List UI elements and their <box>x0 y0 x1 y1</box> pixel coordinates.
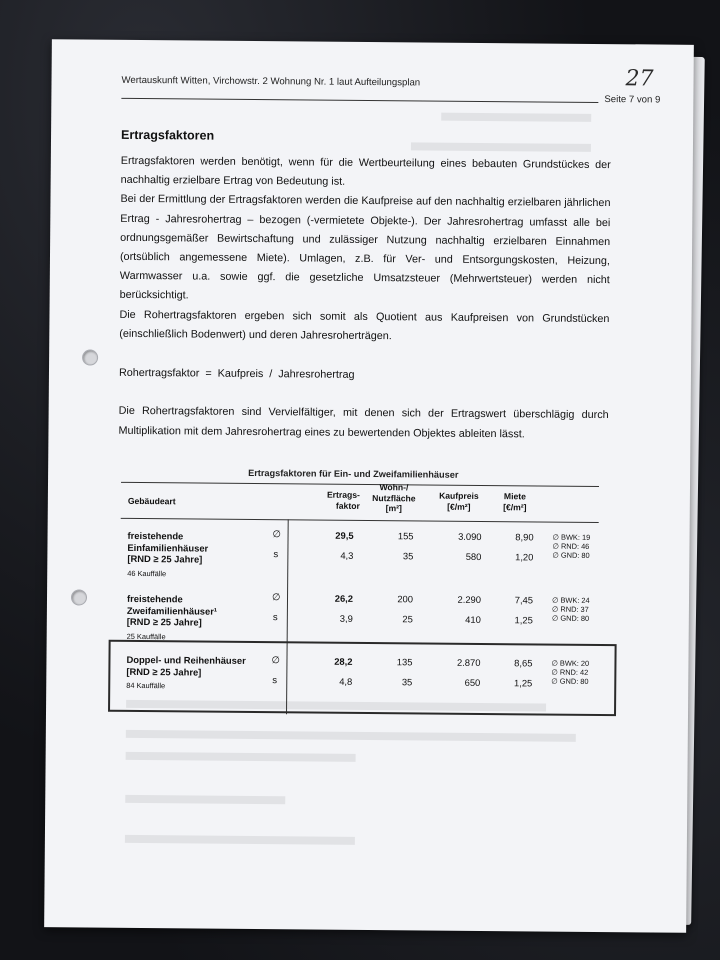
row-label: freistehende Einfamilienhäuser [RND ≥ 25 Jahre] <box>127 529 209 565</box>
header-price: Kaufpreis [€/m²] <box>439 490 479 512</box>
document-page <box>44 39 694 933</box>
mean-price: 2.290 <box>457 593 482 605</box>
mean-price: 3.090 <box>458 530 482 542</box>
sales-count: 25 Kauffälle <box>126 631 166 642</box>
note-bwk: ∅ BWK: 20 <box>551 658 590 668</box>
mean-symbol: ∅ <box>271 592 281 604</box>
sd-area: 35 <box>402 550 414 562</box>
mean-symbol: ∅ <box>271 655 280 667</box>
note-rnd: ∅ RND: 42 <box>551 667 589 678</box>
mean-factor: 26,2 <box>334 592 354 604</box>
notes <box>552 596 590 624</box>
sd-factor: 4,3 <box>340 549 354 561</box>
page-number: Seite 7 von 9 <box>604 94 661 106</box>
show-through <box>125 835 355 845</box>
sd-rent: 1,25 <box>514 614 533 626</box>
table-header-rule <box>121 518 599 523</box>
show-through <box>441 113 591 122</box>
note-rnd: ∅ RND: 37 <box>551 604 589 615</box>
body-text <box>119 152 611 348</box>
header-rent: Miete [€/m²] <box>503 491 527 512</box>
mean-rent: 8,65 <box>514 657 533 669</box>
notes <box>551 659 589 687</box>
sd-symbol: s <box>272 675 278 687</box>
highlight-box <box>108 640 617 716</box>
header-building-type: Gebäudeart <box>127 495 176 507</box>
mean-rent: 7,45 <box>514 594 534 606</box>
paragraph-after: Die Rohertragsfaktoren sind Vervielfältiger, mit denen sich der Ertragswert überschlägig durch Multiplikation mit dem Jahresrohertrag eines zu bewertenden Objektes ableiten lässt. <box>118 404 609 440</box>
note-gnd: ∅ GND: 80 <box>552 551 590 561</box>
notes <box>552 533 590 561</box>
sd-price: 580 <box>465 550 482 562</box>
table-top-rule <box>121 482 599 487</box>
header-factor: Ertrags- faktor <box>326 489 360 511</box>
note-bwk: ∅ BWK: 24 <box>551 595 590 605</box>
punch-hole-top <box>82 349 98 365</box>
note-gnd: ∅ GND: 80 <box>551 614 590 624</box>
note-bwk: ∅ BWK: 19 <box>552 532 591 542</box>
sd-area: 25 <box>402 613 413 625</box>
sales-count: 46 Kauffälle <box>127 568 167 579</box>
header-title: Wertauskunft Witten, Virchowstr. 2 Wohnung Nr. 1 laut Aufteilungsplan <box>121 74 421 89</box>
header-area: Wohn-/ Nutzfläche [m²] <box>372 482 416 514</box>
mean-rent: 8,90 <box>515 531 534 543</box>
paragraph-3: Die Rohertragsfaktoren ergeben sich somit als Quotient aus Kaufpreisen von Grundstücken (einschließlich Bodenwert) und deren Jahresroherträgen. <box>119 308 610 343</box>
mean-factor: 29,5 <box>335 529 354 541</box>
sd-price: 410 <box>465 613 481 625</box>
sd-factor: 3,9 <box>339 612 353 624</box>
mean-symbol: ∅ <box>272 529 281 541</box>
note-gnd: ∅ GND: 80 <box>551 677 589 687</box>
handwritten-page-number: 27 <box>625 66 654 92</box>
sd-area: 35 <box>401 676 413 688</box>
row-label: freistehende Zweifamilienhäuser¹ [RND ≥ 25 Jahre] <box>126 592 218 628</box>
mean-area: 135 <box>396 656 413 668</box>
mean-area: 155 <box>397 530 414 542</box>
sales-count: 84 Kauffälle <box>126 680 166 691</box>
paragraph-1: Ertragsfaktoren werden benötigt, wenn für die Wertbeurteilung eines bebauten Grundstückes der nachhaltig erzielbare Ertrag von Bedeutung ist. <box>120 154 611 188</box>
sd-factor: 4,8 <box>339 675 353 687</box>
show-through <box>411 142 591 152</box>
note-rnd: ∅ RND: 46 <box>552 541 590 552</box>
show-through <box>126 730 576 742</box>
paragraph-2: Bei der Ermittlung der Ertragsfaktoren werden die Kaufpreise auf den nachhaltig erzielbaren jährlichen Ertrag - Jahresrohertrag – bezogen (-vermietete Objekte-). Der Jahresrohertrag umfasst alle bei ordnungsgemäßer Bewirtschaftung und zulässiger Nutzung nachhaltig erzielbaren Einnahmen (ortsüblich angemessene Miete). Umlagen, z.B. für Ver- und Entsorgungskosten, Heizung, Warmwasser u.a. sowie ggf. die gesetzliche Umsatzsteuer (Mehrwertsteuer) werden nicht berücksichtigt. <box>119 193 611 302</box>
section-title: Ertragsfaktoren <box>120 127 215 143</box>
show-through <box>125 795 285 804</box>
row-label: Doppel- und Reihenhäuser [RND ≥ 25 Jahre] <box>126 653 246 678</box>
table-title: Ertragsfaktoren für Ein- und Zweifamilienhäuser <box>248 467 459 480</box>
mean-area: 200 <box>397 593 414 605</box>
sd-rent: 1,25 <box>513 677 533 689</box>
punch-hole-bottom <box>71 589 87 605</box>
sd-symbol: s <box>272 612 278 624</box>
mean-factor: 28,2 <box>334 655 353 667</box>
sd-price: 650 <box>464 676 481 688</box>
formula: Rohertragsfaktor = Kaufpreis / Jahresrohertrag <box>118 366 355 381</box>
sd-rent: 1,20 <box>515 551 534 563</box>
mean-price: 2.870 <box>456 656 481 668</box>
sd-symbol: s <box>273 549 279 561</box>
show-through <box>126 752 356 762</box>
